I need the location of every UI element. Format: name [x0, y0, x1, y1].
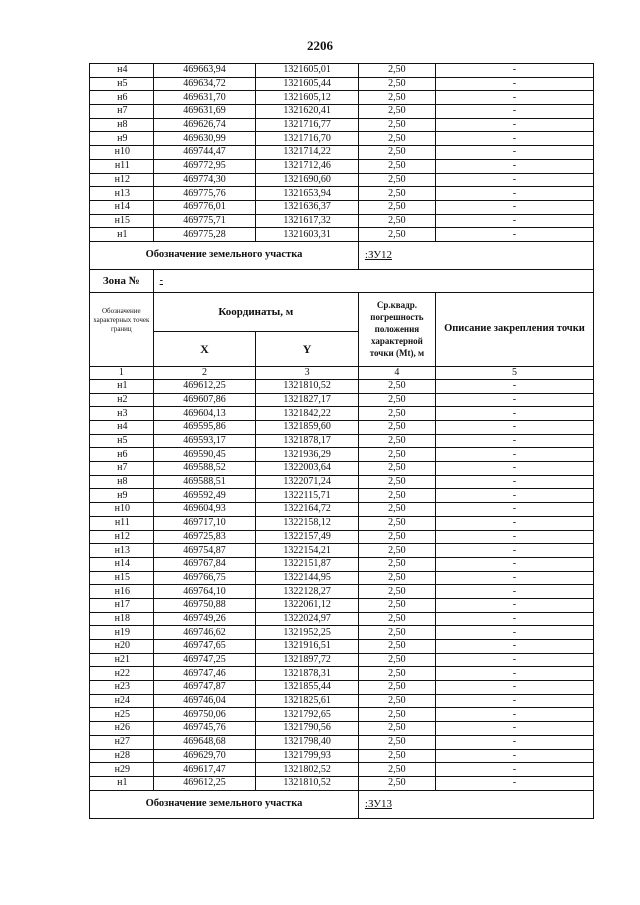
table-row	[90, 544, 594, 558]
cell-coord-x: 469750,88	[153, 598, 256, 612]
table-row	[90, 530, 594, 544]
header-description: Описание закрепления точки	[435, 292, 593, 366]
cell-point-id: н19	[90, 626, 154, 640]
cell-accuracy: 2,50	[358, 421, 435, 435]
table-row	[90, 489, 594, 503]
table-row	[90, 571, 594, 585]
top-rows-body	[90, 64, 594, 242]
cell-coord-y: 1321799,93	[256, 749, 359, 763]
cell-coord-y: 1321605,12	[256, 91, 359, 105]
cell-point-id: н9	[90, 132, 154, 146]
table-row	[90, 434, 594, 448]
parcel-row	[90, 790, 594, 818]
cell-coord-y: 1322003,64	[256, 462, 359, 476]
cell-coord-y: 1321810,52	[256, 776, 359, 790]
cell-description: -	[435, 681, 593, 695]
cell-description: -	[435, 118, 593, 132]
cell-point-id: н18	[90, 612, 154, 626]
header-y: Y	[256, 331, 359, 366]
cell-description: -	[435, 475, 593, 489]
cell-accuracy: 2,50	[358, 571, 435, 585]
cell-accuracy: 2,50	[358, 146, 435, 160]
parcel-value: :ЗУ13	[358, 790, 593, 818]
cell-point-id: н15	[90, 214, 154, 228]
cell-coord-x: 469626,74	[153, 118, 256, 132]
table-row	[90, 187, 594, 201]
cell-description: -	[435, 763, 593, 777]
cell-point-id: н5	[90, 77, 154, 91]
cell-coord-y: 1321802,52	[256, 763, 359, 777]
cell-point-id: н14	[90, 557, 154, 571]
cell-description: -	[435, 749, 593, 763]
cell-coord-x: 469725,83	[153, 530, 256, 544]
cell-coord-y: 1321827,17	[256, 393, 359, 407]
cell-point-id: н8	[90, 118, 154, 132]
cell-accuracy: 2,50	[358, 187, 435, 201]
cell-coord-y: 1321897,72	[256, 653, 359, 667]
cell-accuracy: 2,50	[358, 544, 435, 558]
table-row	[90, 214, 594, 228]
table-row	[90, 64, 594, 78]
cell-accuracy: 2,50	[358, 489, 435, 503]
cell-coord-y: 1321605,01	[256, 64, 359, 78]
cell-description: -	[435, 159, 593, 173]
cell-coord-x: 469776,01	[153, 200, 256, 214]
header-points: Обозначение характерных точек границ	[90, 292, 154, 366]
cell-coord-y: 1321712,46	[256, 159, 359, 173]
cell-coord-x: 469631,69	[153, 105, 256, 119]
parcel-row	[90, 241, 594, 269]
parcel-label: Обозначение земельного участка	[90, 241, 359, 269]
cell-description: -	[435, 173, 593, 187]
cell-description: -	[435, 585, 593, 599]
cell-coord-x: 469767,84	[153, 557, 256, 571]
cell-accuracy: 2,50	[358, 653, 435, 667]
cell-description: -	[435, 489, 593, 503]
cell-coord-y: 1321855,44	[256, 681, 359, 695]
cell-coord-x: 469746,04	[153, 694, 256, 708]
cell-accuracy: 2,50	[358, 393, 435, 407]
cell-point-id: н9	[90, 489, 154, 503]
page-number: 2206	[307, 38, 333, 53]
cell-coord-y: 1321716,77	[256, 118, 359, 132]
cell-accuracy: 2,50	[358, 626, 435, 640]
cell-coord-x: 469764,10	[153, 585, 256, 599]
cell-point-id: н2	[90, 393, 154, 407]
cell-coord-x: 469648,68	[153, 735, 256, 749]
cell-coord-x: 469747,87	[153, 681, 256, 695]
cell-point-id: н1	[90, 379, 154, 393]
table-row	[90, 105, 594, 119]
cell-point-id: н7	[90, 462, 154, 476]
cell-point-id: н22	[90, 667, 154, 681]
cell-description: -	[435, 544, 593, 558]
cell-accuracy: 2,50	[358, 598, 435, 612]
zone-value: -	[153, 269, 593, 292]
cell-point-id: н1	[90, 228, 154, 242]
cell-coord-x: 469744,47	[153, 146, 256, 160]
cell-point-id: н11	[90, 516, 154, 530]
cell-point-id: н26	[90, 722, 154, 736]
table-row	[90, 379, 594, 393]
cell-accuracy: 2,50	[358, 462, 435, 476]
cell-coord-y: 1321636,37	[256, 200, 359, 214]
table-row	[90, 708, 594, 722]
table-row	[90, 667, 594, 681]
cell-coord-x: 469634,72	[153, 77, 256, 91]
cell-point-id: н27	[90, 735, 154, 749]
table-row	[90, 557, 594, 571]
cell-coord-x: 469747,25	[153, 653, 256, 667]
cell-accuracy: 2,50	[358, 379, 435, 393]
cell-point-id: н3	[90, 407, 154, 421]
cell-coord-y: 1321878,31	[256, 667, 359, 681]
cell-point-id: н15	[90, 571, 154, 585]
parcel-label: Обозначение земельного участка	[90, 790, 359, 818]
column-number: 5	[435, 366, 593, 379]
table-row	[90, 228, 594, 242]
cell-coord-x: 469604,13	[153, 407, 256, 421]
table-row	[90, 735, 594, 749]
cell-coord-x: 469604,93	[153, 503, 256, 517]
main-rows-body	[90, 379, 594, 790]
cell-point-id: н12	[90, 530, 154, 544]
column-number-row	[90, 366, 594, 379]
cell-description: -	[435, 105, 593, 119]
cell-description: -	[435, 228, 593, 242]
cell-description: -	[435, 612, 593, 626]
table-row	[90, 448, 594, 462]
cell-description: -	[435, 735, 593, 749]
cell-accuracy: 2,50	[358, 667, 435, 681]
cell-coord-y: 1321792,65	[256, 708, 359, 722]
cell-accuracy: 2,50	[358, 776, 435, 790]
cell-coord-y: 1321916,51	[256, 640, 359, 654]
cell-description: -	[435, 200, 593, 214]
cell-coord-y: 1321653,94	[256, 187, 359, 201]
cell-description: -	[435, 653, 593, 667]
cell-coord-x: 469612,25	[153, 776, 256, 790]
table-row	[90, 776, 594, 790]
cell-description: -	[435, 421, 593, 435]
table-row	[90, 407, 594, 421]
cell-description: -	[435, 146, 593, 160]
cell-coord-y: 1321810,52	[256, 379, 359, 393]
table-row	[90, 77, 594, 91]
cell-point-id: н6	[90, 448, 154, 462]
table-row	[90, 503, 594, 517]
cell-description: -	[435, 91, 593, 105]
table-row	[90, 681, 594, 695]
cell-point-id: н29	[90, 763, 154, 777]
cell-coord-y: 1322024,97	[256, 612, 359, 626]
header-coordinates: Координаты, м	[153, 292, 358, 331]
cell-point-id: н11	[90, 159, 154, 173]
parcel-row-2-body	[90, 790, 594, 818]
cell-coord-y: 1322061,12	[256, 598, 359, 612]
cell-coord-y: 1322154,21	[256, 544, 359, 558]
cell-coord-y: 1322158,12	[256, 516, 359, 530]
cell-coord-x: 469593,17	[153, 434, 256, 448]
cell-accuracy: 2,50	[358, 612, 435, 626]
cell-accuracy: 2,50	[358, 159, 435, 173]
cell-coord-y: 1321617,32	[256, 214, 359, 228]
parcel-value: :ЗУ12	[358, 241, 593, 269]
cell-coord-x: 469617,47	[153, 763, 256, 777]
cell-description: -	[435, 132, 593, 146]
cell-accuracy: 2,50	[358, 640, 435, 654]
cell-coord-y: 1321952,25	[256, 626, 359, 640]
column-number: 2	[153, 366, 256, 379]
cell-coord-x: 469630,99	[153, 132, 256, 146]
cell-accuracy: 2,50	[358, 64, 435, 78]
cell-accuracy: 2,50	[358, 407, 435, 421]
table-row	[90, 118, 594, 132]
cell-accuracy: 2,50	[358, 763, 435, 777]
cell-point-id: н4	[90, 64, 154, 78]
cell-coord-x: 469629,70	[153, 749, 256, 763]
column-number: 4	[358, 366, 435, 379]
cell-accuracy: 2,50	[358, 530, 435, 544]
cell-coord-y: 1322144,95	[256, 571, 359, 585]
cell-accuracy: 2,50	[358, 503, 435, 517]
cell-coord-y: 1321790,56	[256, 722, 359, 736]
cell-point-id: н10	[90, 146, 154, 160]
cell-point-id: н17	[90, 598, 154, 612]
cell-description: -	[435, 667, 593, 681]
cell-accuracy: 2,50	[358, 694, 435, 708]
table-row	[90, 626, 594, 640]
cell-coord-x: 469588,51	[153, 475, 256, 489]
table-row	[90, 200, 594, 214]
cell-accuracy: 2,50	[358, 77, 435, 91]
cell-coord-x: 469775,76	[153, 187, 256, 201]
cell-point-id: н25	[90, 708, 154, 722]
cell-point-id: н13	[90, 544, 154, 558]
cell-coord-x: 469663,94	[153, 64, 256, 78]
cell-point-id: н4	[90, 421, 154, 435]
cell-description: -	[435, 640, 593, 654]
parcel-row-1-body	[90, 241, 594, 379]
cell-coord-x: 469749,26	[153, 612, 256, 626]
cell-point-id: н6	[90, 91, 154, 105]
table-row	[90, 585, 594, 599]
cell-description: -	[435, 516, 593, 530]
cell-description: -	[435, 379, 593, 393]
cell-coord-x: 469588,52	[153, 462, 256, 476]
cell-description: -	[435, 530, 593, 544]
cell-coord-y: 1321716,70	[256, 132, 359, 146]
cell-coord-x: 469766,75	[153, 571, 256, 585]
cell-description: -	[435, 187, 593, 201]
cell-coord-x: 469592,49	[153, 489, 256, 503]
cell-accuracy: 2,50	[358, 91, 435, 105]
cell-coord-y: 1321603,31	[256, 228, 359, 242]
cell-coord-x: 469631,70	[153, 91, 256, 105]
cell-accuracy: 2,50	[358, 132, 435, 146]
table-row	[90, 612, 594, 626]
cell-point-id: н13	[90, 187, 154, 201]
coordinates-table	[89, 63, 594, 819]
cell-coord-y: 1322164,72	[256, 503, 359, 517]
cell-coord-y: 1321690,60	[256, 173, 359, 187]
cell-description: -	[435, 722, 593, 736]
cell-coord-x: 469747,65	[153, 640, 256, 654]
cell-accuracy: 2,50	[358, 118, 435, 132]
table-row	[90, 722, 594, 736]
cell-coord-y: 1321714,22	[256, 146, 359, 160]
table-row	[90, 475, 594, 489]
cell-point-id: н20	[90, 640, 154, 654]
table-row	[90, 91, 594, 105]
cell-coord-x: 469750,06	[153, 708, 256, 722]
table-row	[90, 749, 594, 763]
cell-point-id: н23	[90, 681, 154, 695]
cell-accuracy: 2,50	[358, 516, 435, 530]
cell-point-id: н10	[90, 503, 154, 517]
cell-coord-x: 469607,86	[153, 393, 256, 407]
cell-coord-x: 469590,45	[153, 448, 256, 462]
cell-coord-x: 469772,95	[153, 159, 256, 173]
table-row	[90, 393, 594, 407]
cell-accuracy: 2,50	[358, 585, 435, 599]
cell-description: -	[435, 462, 593, 476]
cell-coord-x: 469747,46	[153, 667, 256, 681]
cell-description: -	[435, 557, 593, 571]
cell-coord-x: 469774,30	[153, 173, 256, 187]
header-row-1	[90, 292, 594, 331]
zone-row	[90, 269, 594, 292]
cell-coord-y: 1322151,87	[256, 557, 359, 571]
cell-accuracy: 2,50	[358, 557, 435, 571]
cell-accuracy: 2,50	[358, 214, 435, 228]
cell-description: -	[435, 448, 593, 462]
cell-coord-y: 1322128,27	[256, 585, 359, 599]
cell-coord-x: 469746,62	[153, 626, 256, 640]
cell-point-id: н7	[90, 105, 154, 119]
cell-coord-y: 1321825,61	[256, 694, 359, 708]
cell-description: -	[435, 503, 593, 517]
cell-point-id: н21	[90, 653, 154, 667]
cell-coord-x: 469775,28	[153, 228, 256, 242]
table-row	[90, 763, 594, 777]
cell-description: -	[435, 77, 593, 91]
cell-description: -	[435, 776, 593, 790]
cell-accuracy: 2,50	[358, 681, 435, 695]
cell-coord-y: 1321878,17	[256, 434, 359, 448]
cell-accuracy: 2,50	[358, 105, 435, 119]
cell-coord-y: 1321936,29	[256, 448, 359, 462]
column-number: 3	[256, 366, 359, 379]
table-row	[90, 694, 594, 708]
table-row	[90, 173, 594, 187]
header-x: X	[153, 331, 256, 366]
cell-description: -	[435, 64, 593, 78]
cell-accuracy: 2,50	[358, 434, 435, 448]
cell-accuracy: 2,50	[358, 722, 435, 736]
cell-coord-x: 469717,10	[153, 516, 256, 530]
cell-coord-x: 469745,76	[153, 722, 256, 736]
table-row	[90, 516, 594, 530]
column-number: 1	[90, 366, 154, 379]
cell-point-id: н5	[90, 434, 154, 448]
cell-accuracy: 2,50	[358, 735, 435, 749]
cell-point-id: н28	[90, 749, 154, 763]
cell-coord-x: 469612,25	[153, 379, 256, 393]
cell-description: -	[435, 407, 593, 421]
cell-coord-y: 1321842,22	[256, 407, 359, 421]
cell-description: -	[435, 434, 593, 448]
table-row	[90, 598, 594, 612]
cell-coord-x: 469775,71	[153, 214, 256, 228]
cell-coord-y: 1321798,40	[256, 735, 359, 749]
table-row	[90, 159, 594, 173]
table-row	[90, 462, 594, 476]
cell-accuracy: 2,50	[358, 173, 435, 187]
cell-coord-x: 469595,86	[153, 421, 256, 435]
cell-accuracy: 2,50	[358, 475, 435, 489]
cell-point-id: н1	[90, 776, 154, 790]
cell-coord-y: 1322115,71	[256, 489, 359, 503]
cell-coord-y: 1322157,49	[256, 530, 359, 544]
zone-label: Зона №	[90, 269, 154, 292]
cell-coord-x: 469754,87	[153, 544, 256, 558]
cell-point-id: н8	[90, 475, 154, 489]
cell-description: -	[435, 598, 593, 612]
table-row	[90, 653, 594, 667]
cell-point-id: н14	[90, 200, 154, 214]
cell-coord-y: 1321620,41	[256, 105, 359, 119]
cell-coord-y: 1321605,44	[256, 77, 359, 91]
table-row	[90, 640, 594, 654]
cell-accuracy: 2,50	[358, 749, 435, 763]
cell-description: -	[435, 214, 593, 228]
table-row	[90, 421, 594, 435]
cell-point-id: н16	[90, 585, 154, 599]
table-row	[90, 146, 594, 160]
cell-accuracy: 2,50	[358, 448, 435, 462]
cell-accuracy: 2,50	[358, 708, 435, 722]
cell-point-id: н24	[90, 694, 154, 708]
cell-accuracy: 2,50	[358, 200, 435, 214]
cell-description: -	[435, 571, 593, 585]
cell-coord-y: 1322071,24	[256, 475, 359, 489]
cell-accuracy: 2,50	[358, 228, 435, 242]
header-accuracy: Ср.квадр. погрешность положения характерной точки (Mt), м	[358, 292, 435, 366]
cell-description: -	[435, 393, 593, 407]
cell-point-id: н12	[90, 173, 154, 187]
table-row	[90, 132, 594, 146]
cell-coord-y: 1321859,60	[256, 421, 359, 435]
cell-description: -	[435, 708, 593, 722]
cell-description: -	[435, 694, 593, 708]
cell-description: -	[435, 626, 593, 640]
